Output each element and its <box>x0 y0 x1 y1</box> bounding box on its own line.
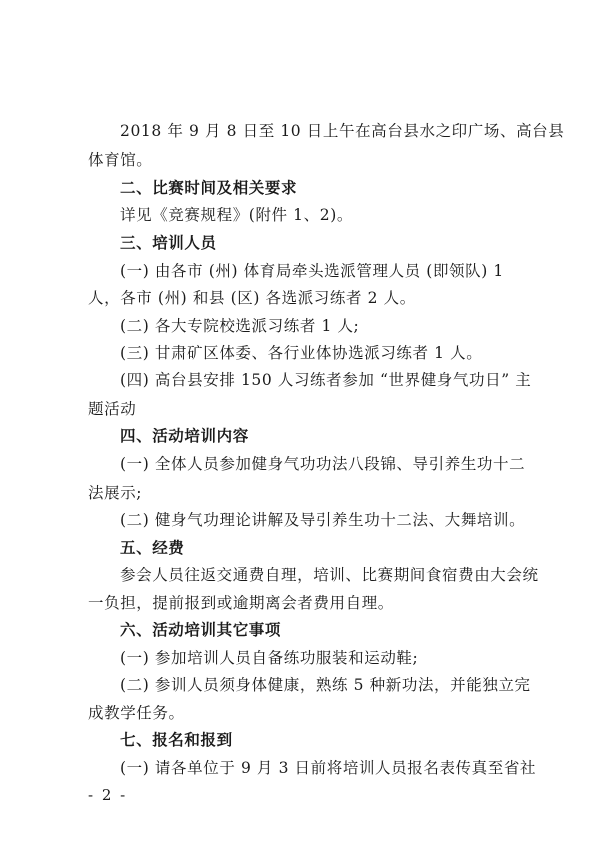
paragraph-line: 体育馆。 <box>88 151 153 169</box>
paragraph-line: 人，各市 (州) 和县 (区) 各选派习练者 2 人。 <box>88 289 416 307</box>
page-number: - 2 - <box>88 786 128 804</box>
paragraph-line: (一) 由各市 (州) 体育局牵头选派管理人员 (即领队) 1 <box>120 262 504 280</box>
paragraph-line: (一) 参加培训人员自备练功服装和运动鞋; <box>120 649 419 667</box>
paragraph-line: 详见《竞赛规程》(附件 1、2)。 <box>120 206 353 224</box>
paragraph-line: 成教学任务。 <box>88 704 185 722</box>
paragraph-line: (一) 全体人员参加健身气功功法八段锦、导引养生功十二 <box>120 455 526 473</box>
paragraph-line: 2018 年 9 月 8 日至 10 日上午在高台县水之印广场、高台县 <box>120 122 565 140</box>
paragraph-line: (二) 健身气功理论讲解及导引养生功十二法、大舞培训。 <box>120 511 526 529</box>
paragraph-line: 题活动 <box>88 400 137 418</box>
paragraph-line: 参会人员往返交通费自理，培训、比赛期间食宿费由大会统 <box>120 566 539 584</box>
section-heading: 二、比赛时间及相关要求 <box>120 179 298 197</box>
section-heading: 七、报名和报到 <box>120 731 233 749</box>
paragraph-line: 一负担，提前报到或逾期离会者费用自理。 <box>88 594 394 612</box>
section-heading: 六、活动培训其它事项 <box>120 621 282 639</box>
paragraph-line: 法展示; <box>88 484 143 502</box>
section-heading: 五、经费 <box>120 539 185 557</box>
paragraph-line: (二) 参训人员须身体健康，熟练 5 种新功法，并能独立完 <box>120 676 531 694</box>
paragraph-line: (一) 请各单位于 9 月 3 日前将培训人员报名表传真至省社 <box>120 759 537 777</box>
paragraph-line: (二) 各大专院校选派习练者 1 人; <box>120 317 360 335</box>
section-heading: 三、培训人员 <box>120 234 217 252</box>
paragraph-line: (四) 高台县安排 150 人习练者参加 “世界健身气功日” 主 <box>120 371 532 389</box>
section-heading: 四、活动培训内容 <box>120 427 249 445</box>
paragraph-line: (三) 甘肃矿区体委、各行业体协选派习练者 1 人。 <box>120 344 483 362</box>
